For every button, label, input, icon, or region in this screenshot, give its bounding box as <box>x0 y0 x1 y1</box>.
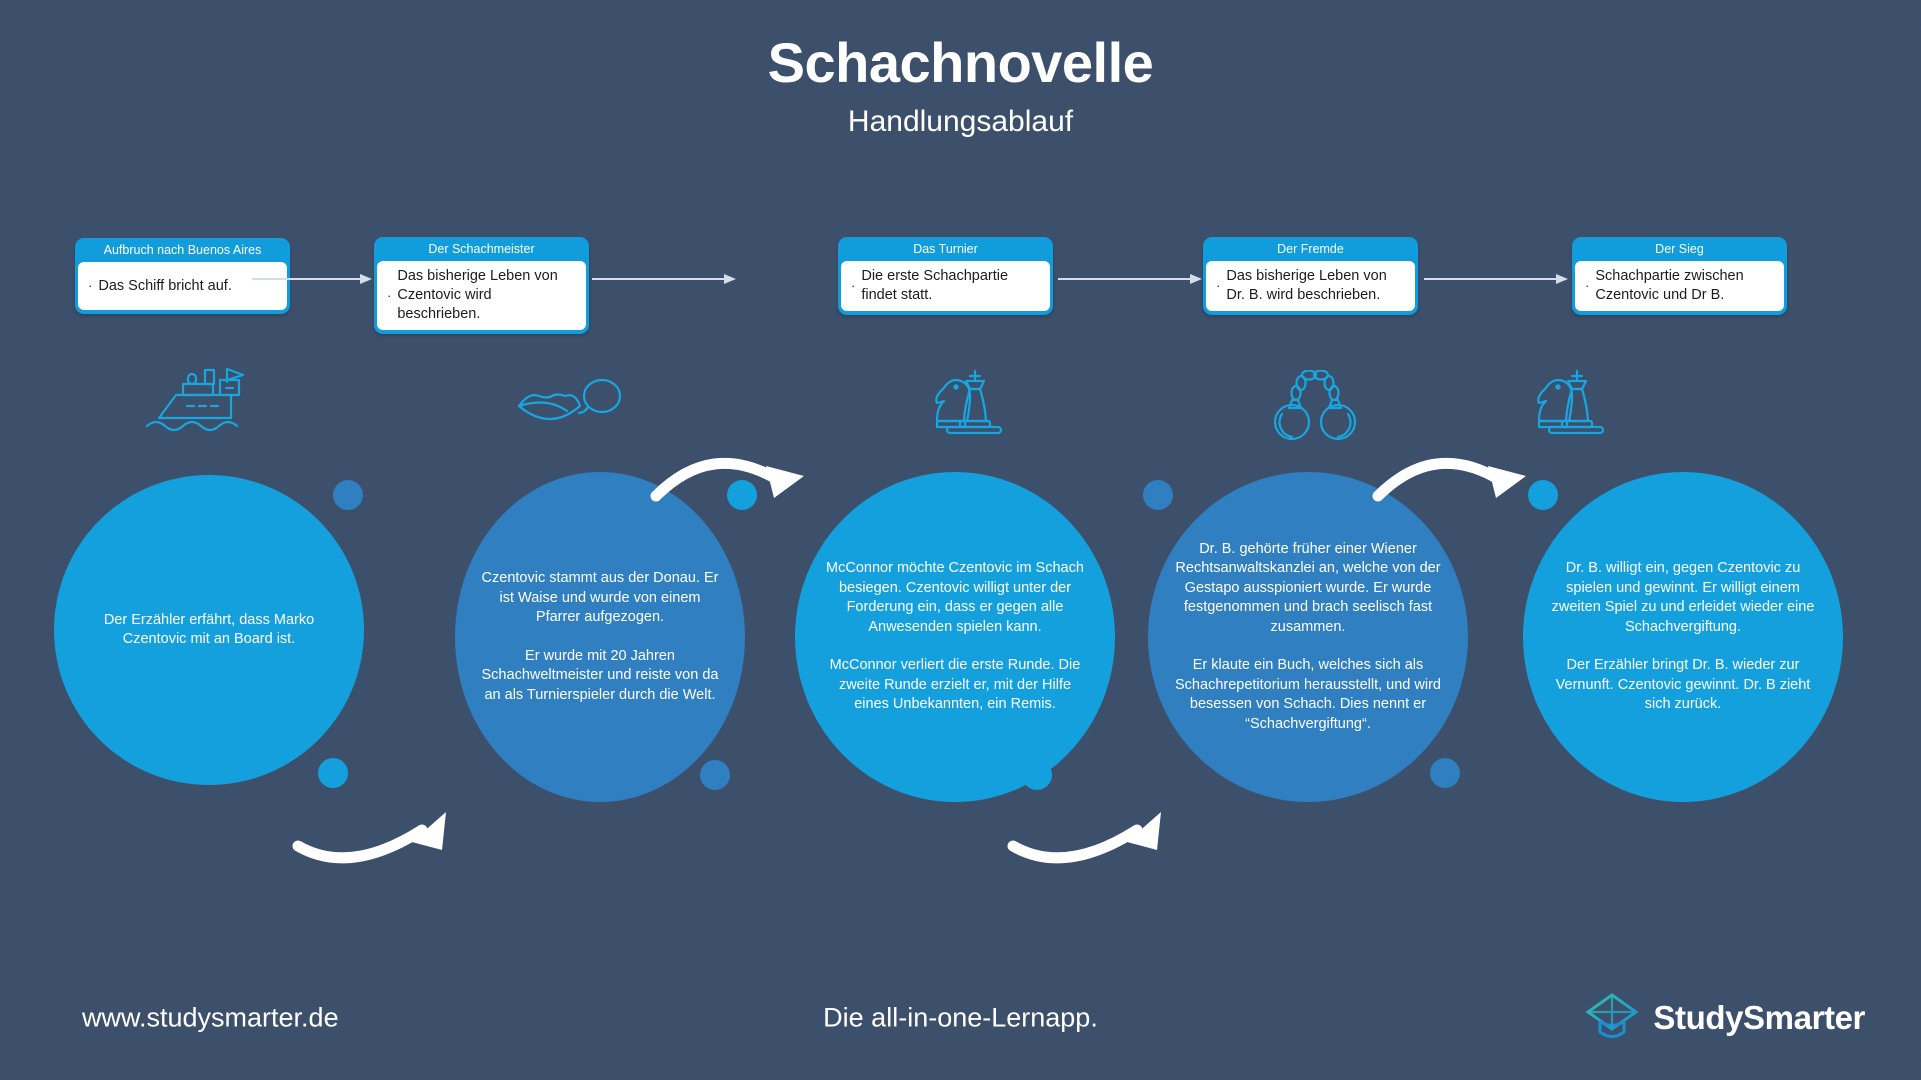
detail-paragraph: McConnor möchte Czentovic im Schach besiegen. Czentovic willigt unter der Forderung ein, dass er gegen alle Anwesenden spielen kann. <box>826 560 1084 635</box>
curve-arrow-1-to-2 <box>290 790 530 860</box>
timeline-arrow-3 <box>1058 273 1202 285</box>
timeline-step-2-body <box>377 261 586 330</box>
blob-nub-2a <box>333 480 363 510</box>
lips-speech-bubble-icon <box>513 368 623 440</box>
page-title: Schachnovelle <box>767 31 1154 94</box>
timeline-step-1-text: Das Schiff bricht auf. <box>98 277 232 294</box>
detail-blob-3-content <box>795 559 1115 715</box>
timeline-step-2-label: Der Schachmeister <box>428 242 535 256</box>
detail-blob-5-content <box>1523 559 1843 715</box>
curve-arrow-3-to-4 <box>1005 790 1245 860</box>
blob-nub-5 <box>1528 480 1558 510</box>
timeline-step-3-label: Das Turnier <box>913 242 978 256</box>
detail-paragraph: Der Erzähler erfährt, dass Marko Czentovic mit an Board ist. <box>103 611 315 647</box>
timeline-step-3-text: Die erste Schachpartie findet statt. <box>861 268 1009 303</box>
blob-nub-4b <box>1430 758 1460 788</box>
detail-blob-2 <box>455 472 745 802</box>
bullet-icon: · <box>1585 278 1590 293</box>
timeline-step-1-body <box>78 262 287 310</box>
detail-paragraph: Er wurde mit 20 Jahren Schachweltmeister und reiste von da an als Turnierspieler durch die Welt. <box>481 647 719 703</box>
timeline-arrow-4 <box>1424 273 1568 285</box>
timeline-step-5-label: Der Sieg <box>1655 242 1704 256</box>
timeline-step-5[interactable] <box>1572 237 1787 315</box>
timeline-arrow-1 <box>252 273 372 285</box>
brand-name: StudySmarter <box>1653 999 1865 1036</box>
detail-paragraph: Dr. B. willigt ein, gegen Czentovic zu spielen und gewinnt. Er willigt einem zweiten Spiel zu und erleidet wieder eine Schachvergiftung. <box>1551 560 1815 635</box>
timeline-step-5-text: Schachpartie zwischen Czentovic und Dr B. <box>1595 268 1744 303</box>
detail-blob-3 <box>795 472 1115 802</box>
timeline-step-2-text: Das bisherige Leben von Czentovic wird beschrieben. <box>397 268 558 322</box>
chess-pieces-icon <box>1517 365 1627 437</box>
page-subtitle: Handlungsablauf <box>847 105 1074 138</box>
bullet-icon: · <box>88 278 93 293</box>
detail-paragraph: McConnor verliert die erste Runde. Die zweite Runde erzielt er, mit der Hilfe eines Unbekannten, ein Remis. <box>829 657 1081 713</box>
detail-blob-1 <box>54 475 364 785</box>
footer-tagline: Die all-in-one-Lernapp. <box>823 1002 1098 1033</box>
detail-paragraph: Czentovic stammt aus der Donau. Er ist Waise und wurde von einem Pfarrer aufgezogen. <box>481 570 719 625</box>
handcuffs-icon <box>1260 370 1370 442</box>
chess-pieces-icon <box>915 365 1025 437</box>
timeline-step-1-label: Aufbruch nach Buenos Aires <box>103 243 262 257</box>
timeline-step-3-body <box>841 261 1050 311</box>
timeline-step-4-body <box>1206 261 1415 311</box>
ship-icon <box>143 368 253 440</box>
timeline-step-3[interactable] <box>838 237 1053 315</box>
detail-blob-1-content <box>54 611 364 650</box>
graduation-cap-icon <box>1584 992 1640 1044</box>
detail-paragraph: Er klaute ein Buch, welches sich als Schachrepetitorium herausstellt, und wird besessen von Schach. Dies nennt er “Schachvergiftung“. <box>1175 657 1441 732</box>
timeline-row <box>0 242 1921 358</box>
blob-nub-4a <box>1143 480 1173 510</box>
timeline-step-5-body <box>1575 261 1784 311</box>
detail-paragraph: Der Erzähler bringt Dr. B. wieder zur Vernunft. Czentovic gewinnt. Dr. B zieht sich zurück. <box>1555 657 1811 713</box>
blob-nub-1 <box>318 758 348 788</box>
detail-blob-5 <box>1523 472 1843 802</box>
timeline-step-4-text: Das bisherige Leben von Dr. B. wird beschrieben. <box>1226 268 1387 303</box>
studysmarter-logo <box>1584 992 1865 1044</box>
footer-url[interactable]: www.studysmarter.de <box>82 1002 339 1033</box>
detail-blob-2-content <box>455 569 745 705</box>
timeline-step-4[interactable] <box>1203 237 1418 315</box>
bullet-icon: · <box>851 278 856 293</box>
bullet-icon: · <box>387 287 392 303</box>
detail-blob-4-content <box>1148 540 1468 735</box>
blob-nub-2b <box>700 760 730 790</box>
bullet-icon: · <box>1216 278 1221 293</box>
blob-nub-3a <box>727 480 757 510</box>
timeline-step-4-label: Der Fremde <box>1277 242 1344 256</box>
timeline-arrow-2 <box>592 273 736 285</box>
detail-blob-4 <box>1148 472 1468 802</box>
detail-paragraph: Dr. B. gehörte früher einer Wiener Rechtsanwaltskanzlei an, welche von der Gestapo ausspioniert wurde. Er wurde festgenommen und brach seelisch fast zusammen. <box>1175 540 1441 635</box>
timeline-step-2[interactable] <box>374 237 589 334</box>
